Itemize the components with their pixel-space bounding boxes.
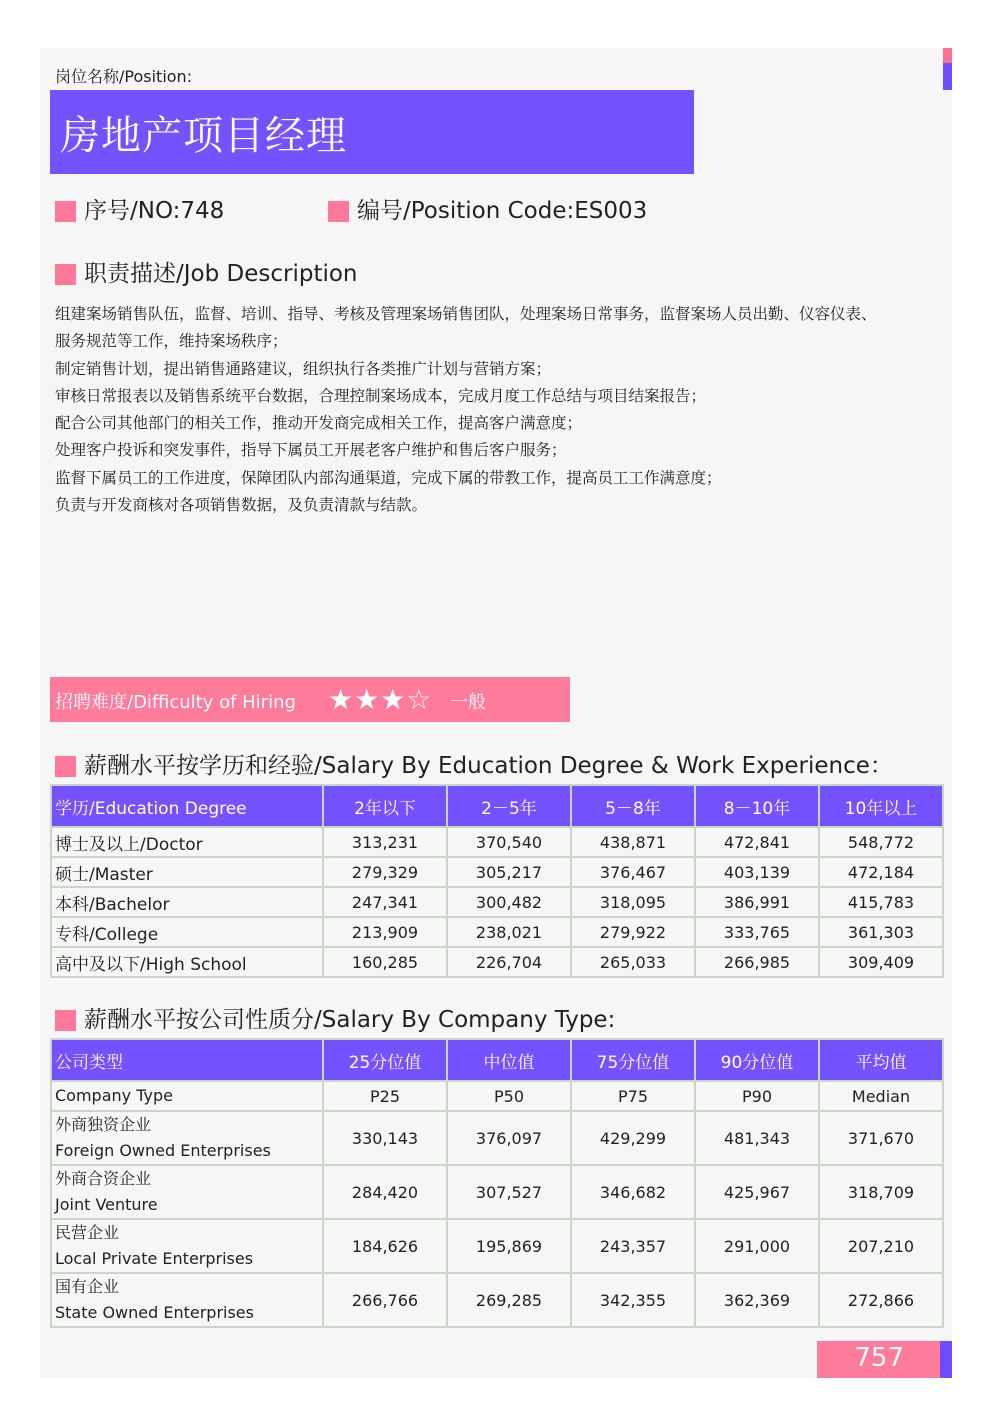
table-row [51,887,943,917]
subheader-cell: P90 [695,1081,819,1111]
column-header: 75分位值 [571,1039,695,1081]
serial-text: 序号/NO:748 [84,198,225,224]
edge-accent-purple [943,63,952,90]
job-description-heading [55,255,358,288]
row-label: 高中及以下/High School [51,947,323,977]
table-row [51,1165,943,1219]
bullet-square-icon [55,201,76,222]
page-number: 757 [854,1343,904,1373]
row-label [51,1111,323,1165]
table-cell: 284,420 [323,1165,447,1219]
table-cell: 362,369 [695,1273,819,1327]
row-label-en: Local Private Enterprises [55,1249,254,1268]
column-header: 90分位值 [695,1039,819,1081]
table-cell: 342,355 [571,1273,695,1327]
table-cell: 265,033 [571,947,695,977]
table-row [51,1219,943,1273]
table-subheader-row [51,1081,943,1111]
row-label [51,1165,323,1219]
table-cell: 272,866 [819,1273,943,1327]
row-label [51,1273,323,1327]
table-cell: 346,682 [571,1165,695,1219]
education-salary-heading-text: 薪酬水平按学历和经验/Salary By Education Degree & Work Experience： [84,753,893,779]
table-cell: 318,095 [571,887,695,917]
row-label-en: Foreign Owned Enterprises [55,1141,271,1160]
job-description-body [55,301,940,519]
job-description-heading-text: 职责描述/Job Description [84,261,358,287]
description-line: 处理客户投诉和突发事件，指导下属员工开展老客户维护和售后客户服务； [55,441,567,460]
table-cell: 333,765 [695,917,819,947]
description-line: 审核日常报表以及销售系统平台数据，合理控制案场成本，完成月度工作总结与项目结案报告； [55,386,707,405]
serial-number [55,192,224,225]
table-cell: 472,184 [819,857,943,887]
table-cell: 266,766 [323,1273,447,1327]
row-label-cn: 外商合资企业 [55,1169,152,1188]
description-line: 组建案场销售队伍，监督、培训、指导、考核及管理案场销售团队，处理案场日常事务，监督案场人员出勤、仪容仪表、 [55,305,877,323]
row-label: 专科/College [51,917,323,947]
table-cell: 548,772 [819,827,943,857]
table-cell: 438,871 [571,827,695,857]
row-label [51,1219,323,1273]
row-label-en: State Owned Enterprises [55,1303,254,1322]
column-header: 8－10年 [695,785,819,827]
table-row [51,917,943,947]
description-line: 负责与开发商核对各项销售数据，及负责清款与结款。 [55,496,428,515]
table-cell: 307,527 [447,1165,571,1219]
subheader-cell: P25 [323,1081,447,1111]
column-header: 10年以上 [819,785,943,827]
table-cell: 425,967 [695,1165,819,1219]
page-title: 房地产项目经理 [60,113,347,159]
column-header: 中位值 [447,1039,571,1081]
education-salary-table [50,784,944,978]
position-code [328,192,647,225]
row-label-cn: 国有企业 [55,1277,120,1296]
company-salary-table [50,1038,944,1328]
column-header: 2年以下 [323,785,447,827]
table-cell: 376,467 [571,857,695,887]
difficulty-bar [50,677,570,722]
table-cell: 386,991 [695,887,819,917]
table-cell: 279,329 [323,857,447,887]
edge-accent-pink [943,48,952,63]
table-cell: 300,482 [447,887,571,917]
row-label-cn: 民营企业 [55,1223,120,1242]
table-header-row [51,785,943,827]
table-cell: 269,285 [447,1273,571,1327]
table-cell: 291,000 [695,1219,819,1273]
table-cell: 195,869 [447,1219,571,1273]
table-cell: 313,231 [323,827,447,857]
table-cell: 429,299 [571,1111,695,1165]
bullet-square-icon [55,756,76,777]
table-cell: 370,540 [447,827,571,857]
table-cell: 415,783 [819,887,943,917]
difficulty-stars-icon: ★★★☆ [328,683,433,716]
description-line: 监督下属员工的工作进度，保障团队内部沟通渠道，完成下属的带教工作，提高员工工作满意度； [55,468,722,487]
difficulty-level: 一般 [450,692,486,713]
table-cell: 309,409 [819,947,943,977]
table-header-row [51,1039,943,1081]
page-number-accent [940,1341,952,1378]
table-cell: 160,285 [323,947,447,977]
table-cell: 330,143 [323,1111,447,1165]
column-header: 5－8年 [571,785,695,827]
bullet-square-icon [55,264,76,285]
subheader-cell: Median [819,1081,943,1111]
table-cell: 213,909 [323,917,447,947]
table-cell: 305,217 [447,857,571,887]
table-cell: 226,704 [447,947,571,977]
table-row [51,1111,943,1165]
title-banner [50,90,694,174]
company-salary-heading-text: 薪酬水平按公司性质分/Salary By Company Type: [84,1007,616,1033]
table-cell: 361,303 [819,917,943,947]
table-row [51,827,943,857]
table-cell: 247,341 [323,887,447,917]
row-label-en: Joint Venture [55,1195,158,1214]
row-label: 本科/Bachelor [51,887,323,917]
position-code-text: 编号/Position Code:ES003 [357,198,648,224]
table-cell: 266,985 [695,947,819,977]
table-cell: 481,343 [695,1111,819,1165]
subheader-cell: P50 [447,1081,571,1111]
table-row [51,947,943,977]
column-header: 25分位值 [323,1039,447,1081]
row-label: 博士及以上/Doctor [51,827,323,857]
subheader-cell: P75 [571,1081,695,1111]
table-cell: 318,709 [819,1165,943,1219]
table-row [51,857,943,887]
table-cell: 243,357 [571,1219,695,1273]
subheader-cell: Company Type [51,1081,323,1111]
difficulty-label: 招聘难度/Difficulty of Hiring [55,692,296,713]
page-number-badge [817,1341,940,1378]
company-salary-heading [55,1001,615,1034]
description-line: 配合公司其他部门的相关工作，推动开发商完成相关工作，提高客户满意度； [55,414,583,433]
column-header: 公司类型 [51,1039,323,1081]
column-header: 学历/Education Degree [51,785,323,827]
table-cell: 184,626 [323,1219,447,1273]
description-line: 制定销售计划，提出销售通路建议，组织执行各类推广计划与营销方案； [55,359,552,378]
table-cell: 472,841 [695,827,819,857]
table-cell: 238,021 [447,917,571,947]
table-row [51,1273,943,1327]
table-cell: 279,922 [571,917,695,947]
education-salary-heading [55,747,893,780]
description-line: 服务规范等工作，维持案场秩序； [55,332,288,351]
table-cell: 376,097 [447,1111,571,1165]
row-label-cn: 外商独资企业 [55,1115,152,1134]
position-label: 岗位名称/Position: [55,67,193,86]
table-cell: 371,670 [819,1111,943,1165]
bullet-square-icon [328,201,349,222]
column-header: 2－5年 [447,785,571,827]
table-cell: 403,139 [695,857,819,887]
column-header: 平均值 [819,1039,943,1081]
table-cell: 207,210 [819,1219,943,1273]
row-label: 硕士/Master [51,857,323,887]
bullet-square-icon [55,1010,76,1031]
